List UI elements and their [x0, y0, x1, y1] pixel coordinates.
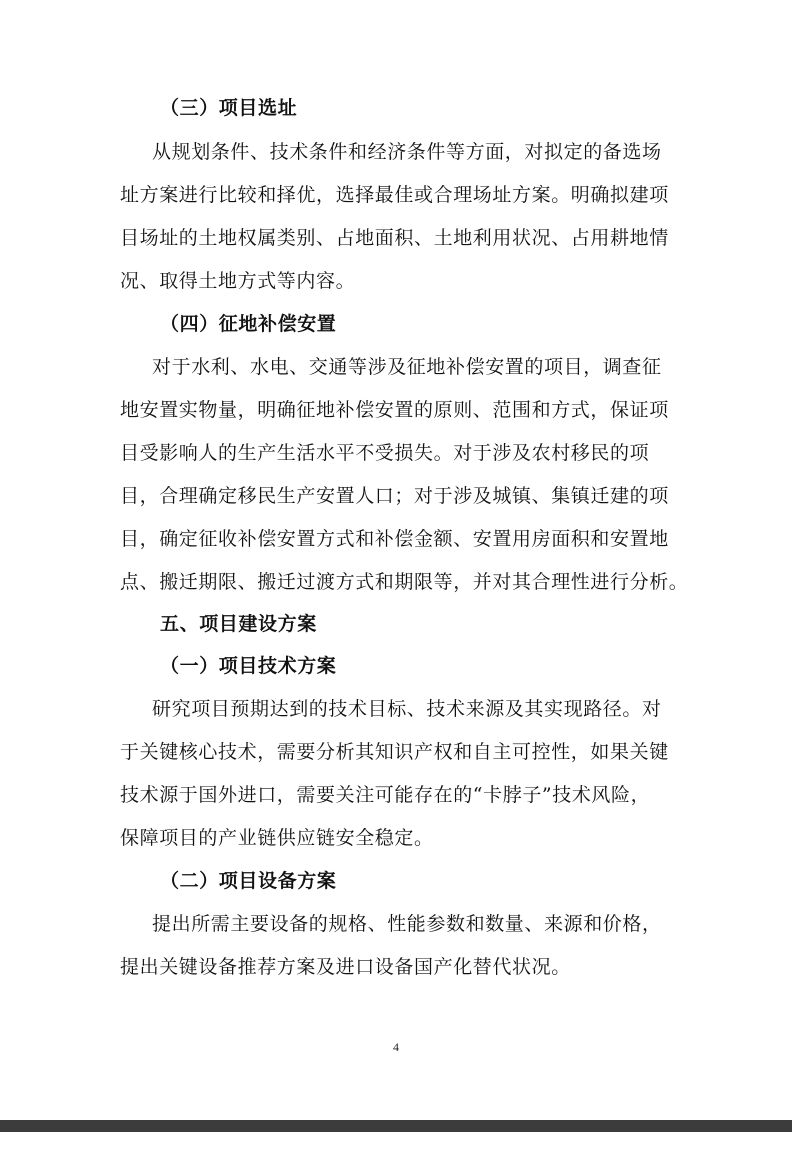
- paragraph-line: 目，合理确定移民生产安置人口；对于涉及城镇、集镇迁建的项: [120, 485, 669, 507]
- section-heading-land-compensation: （四）征地补偿安置: [160, 313, 337, 335]
- section-heading-equipment-plan: （二）项目设备方案: [160, 870, 337, 892]
- paragraph-line: 目，确定征收补偿安置方式和补偿金额、安置用房面积和安置地: [120, 528, 669, 550]
- section-heading-technical-plan: （一）项目技术方案: [160, 655, 337, 677]
- paragraph-line: 提出所需主要设备的规格、性能参数和数量、来源和价格，: [152, 913, 662, 935]
- viewer-bottom-bar: [0, 1120, 792, 1158]
- paragraph-line: 从规划条件、技术条件和经济条件等方面，对拟定的备选场: [152, 141, 662, 163]
- viewer-scroll-strip: [0, 1120, 792, 1132]
- paragraph-line: 地安置实物量，明确征地补偿安置的原则、范围和方式，保证项: [120, 399, 669, 421]
- paragraph-line: 点、搬迁期限、搬迁过渡方式和期限等，并对其合理性进行分析。: [120, 571, 689, 593]
- chapter-heading-construction-plan: 五、项目建设方案: [160, 613, 317, 635]
- page-number: 4: [393, 1040, 399, 1054]
- paragraph-line: 址方案进行比较和择优，选择最佳或合理场址方案。明确拟建项: [120, 184, 669, 206]
- paragraph-line: 技术源于国外进口，需要关注可能存在的“卡脖子”技术风险，: [120, 784, 651, 806]
- paragraph-line: 研究项目预期达到的技术目标、技术来源及其实现路径。对: [152, 698, 662, 720]
- paragraph-line: 况、取得土地方式等内容。: [120, 270, 356, 292]
- paragraph-line: 对于水利、水电、交通等涉及征地补偿安置的项目，调查征: [152, 356, 662, 378]
- paragraph-line: 于关键核心技术，需要分析其知识产权和自主可控性，如果关键: [120, 741, 669, 763]
- section-heading-site-selection: （三）项目选址: [160, 97, 298, 119]
- paragraph-line: 目场址的土地权属类别、占地面积、土地利用状况、占用耕地情: [120, 227, 669, 249]
- paragraph-line: 目受影响人的生产生活水平不受损失。对于涉及农村移民的项: [120, 442, 650, 464]
- paragraph-line: 保障项目的产业链供应链安全稳定。: [120, 827, 434, 849]
- paragraph-line: 提出关键设备推荐方案及进口设备国产化替代状况。: [120, 956, 571, 978]
